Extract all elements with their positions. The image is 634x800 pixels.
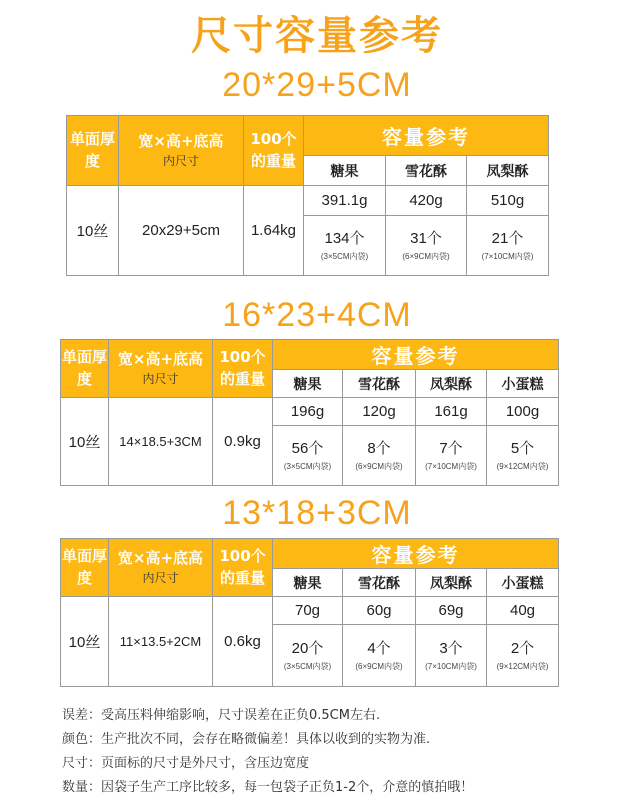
header-capacity: 容量参考 xyxy=(304,116,549,156)
size-value: 11×13.5+2CM xyxy=(109,597,213,687)
product-name: 雪花酥 xyxy=(386,156,467,186)
thickness-value: 10丝 xyxy=(67,186,119,276)
header-weight: 100个的重量 xyxy=(244,116,304,186)
product-name: 雪花酥 xyxy=(343,569,416,597)
product-name: 凤梨酥 xyxy=(416,370,487,398)
product-weight: 69g xyxy=(416,597,487,625)
weight-value: 1.64kg xyxy=(244,186,304,276)
product-name: 小蛋糕 xyxy=(487,370,559,398)
size-value: 14×18.5+3CM xyxy=(109,398,213,486)
product-count: 134个 (3×5CM内袋) xyxy=(304,216,386,276)
page-title: 尺寸容量参考 xyxy=(191,13,443,59)
thickness-value: 10丝 xyxy=(61,398,109,486)
product-count: 5个 (9×12CM内袋) xyxy=(487,426,559,486)
header-weight: 100个的重量 xyxy=(213,539,273,597)
product-count: 7个 (7×10CM内袋) xyxy=(416,426,487,486)
product-count: 8个 (6×9CM内袋) xyxy=(343,426,416,486)
product-count: 20个 (3×5CM内袋) xyxy=(273,625,343,687)
product-weight: 100g xyxy=(487,398,559,426)
size-value: 20x29+5cm xyxy=(119,186,244,276)
product-weight: 420g xyxy=(386,186,467,216)
size-title-3: 13*18+3CM xyxy=(222,494,412,532)
weight-value: 0.9kg xyxy=(213,398,273,486)
spec-table-2 xyxy=(60,339,559,486)
product-weight: 60g xyxy=(343,597,416,625)
header-weight: 100个的重量 xyxy=(213,340,273,398)
thickness-value: 10丝 xyxy=(61,597,109,687)
header-capacity: 容量参考 xyxy=(273,340,559,370)
product-count: 31个 (6×9CM内袋) xyxy=(386,216,467,276)
product-weight: 196g xyxy=(273,398,343,426)
product-weight: 391.1g xyxy=(304,186,386,216)
product-name: 凤梨酥 xyxy=(416,569,487,597)
weight-value: 0.6kg xyxy=(213,597,273,687)
product-count: 2个 (9×12CM内袋) xyxy=(487,625,559,687)
header-size: 宽×高+底高 内尺寸 xyxy=(109,539,213,597)
spec-table-1 xyxy=(66,115,549,276)
spec-table-3 xyxy=(60,538,559,687)
header-size: 宽×高+底高 内尺寸 xyxy=(109,340,213,398)
note-color: 颜色：生产批次不同，会存在略微偏差！具体以收到的实物为准. xyxy=(62,732,431,747)
header-capacity: 容量参考 xyxy=(273,539,559,569)
note-quantity: 数量：因袋子生产工序比较多，每一包袋子正负1-2个，介意的慎拍哦！ xyxy=(62,780,474,795)
header-thickness: 单面厚度 xyxy=(67,116,119,186)
product-count: 3个 (7×10CM内袋) xyxy=(416,625,487,687)
product-name: 糖果 xyxy=(304,156,386,186)
header-thickness: 单面厚度 xyxy=(61,340,109,398)
header-size: 宽×高+底高 内尺寸 xyxy=(119,116,244,186)
size-title-1: 20*29+5CM xyxy=(222,66,412,104)
product-name: 糖果 xyxy=(273,370,343,398)
product-count: 56个 (3×5CM内袋) xyxy=(273,426,343,486)
product-weight: 40g xyxy=(487,597,559,625)
product-name: 糖果 xyxy=(273,569,343,597)
product-name: 雪花酥 xyxy=(343,370,416,398)
product-weight: 161g xyxy=(416,398,487,426)
product-name: 凤梨酥 xyxy=(467,156,549,186)
note-error: 误差：受高压料伸缩影响，尺寸误差在正负0.5CM左右. xyxy=(62,708,381,723)
product-count: 21个 (7×10CM内袋) xyxy=(467,216,549,276)
product-weight: 510g xyxy=(467,186,549,216)
footer-notes xyxy=(62,704,622,800)
header-thickness: 单面厚度 xyxy=(61,539,109,597)
note-size: 尺寸：页面标的尺寸是外尺寸，含压边宽度 xyxy=(62,756,310,771)
product-name: 小蛋糕 xyxy=(487,569,559,597)
product-weight: 120g xyxy=(343,398,416,426)
size-title-2: 16*23+4CM xyxy=(222,296,412,334)
product-count: 4个 (6×9CM内袋) xyxy=(343,625,416,687)
product-weight: 70g xyxy=(273,597,343,625)
